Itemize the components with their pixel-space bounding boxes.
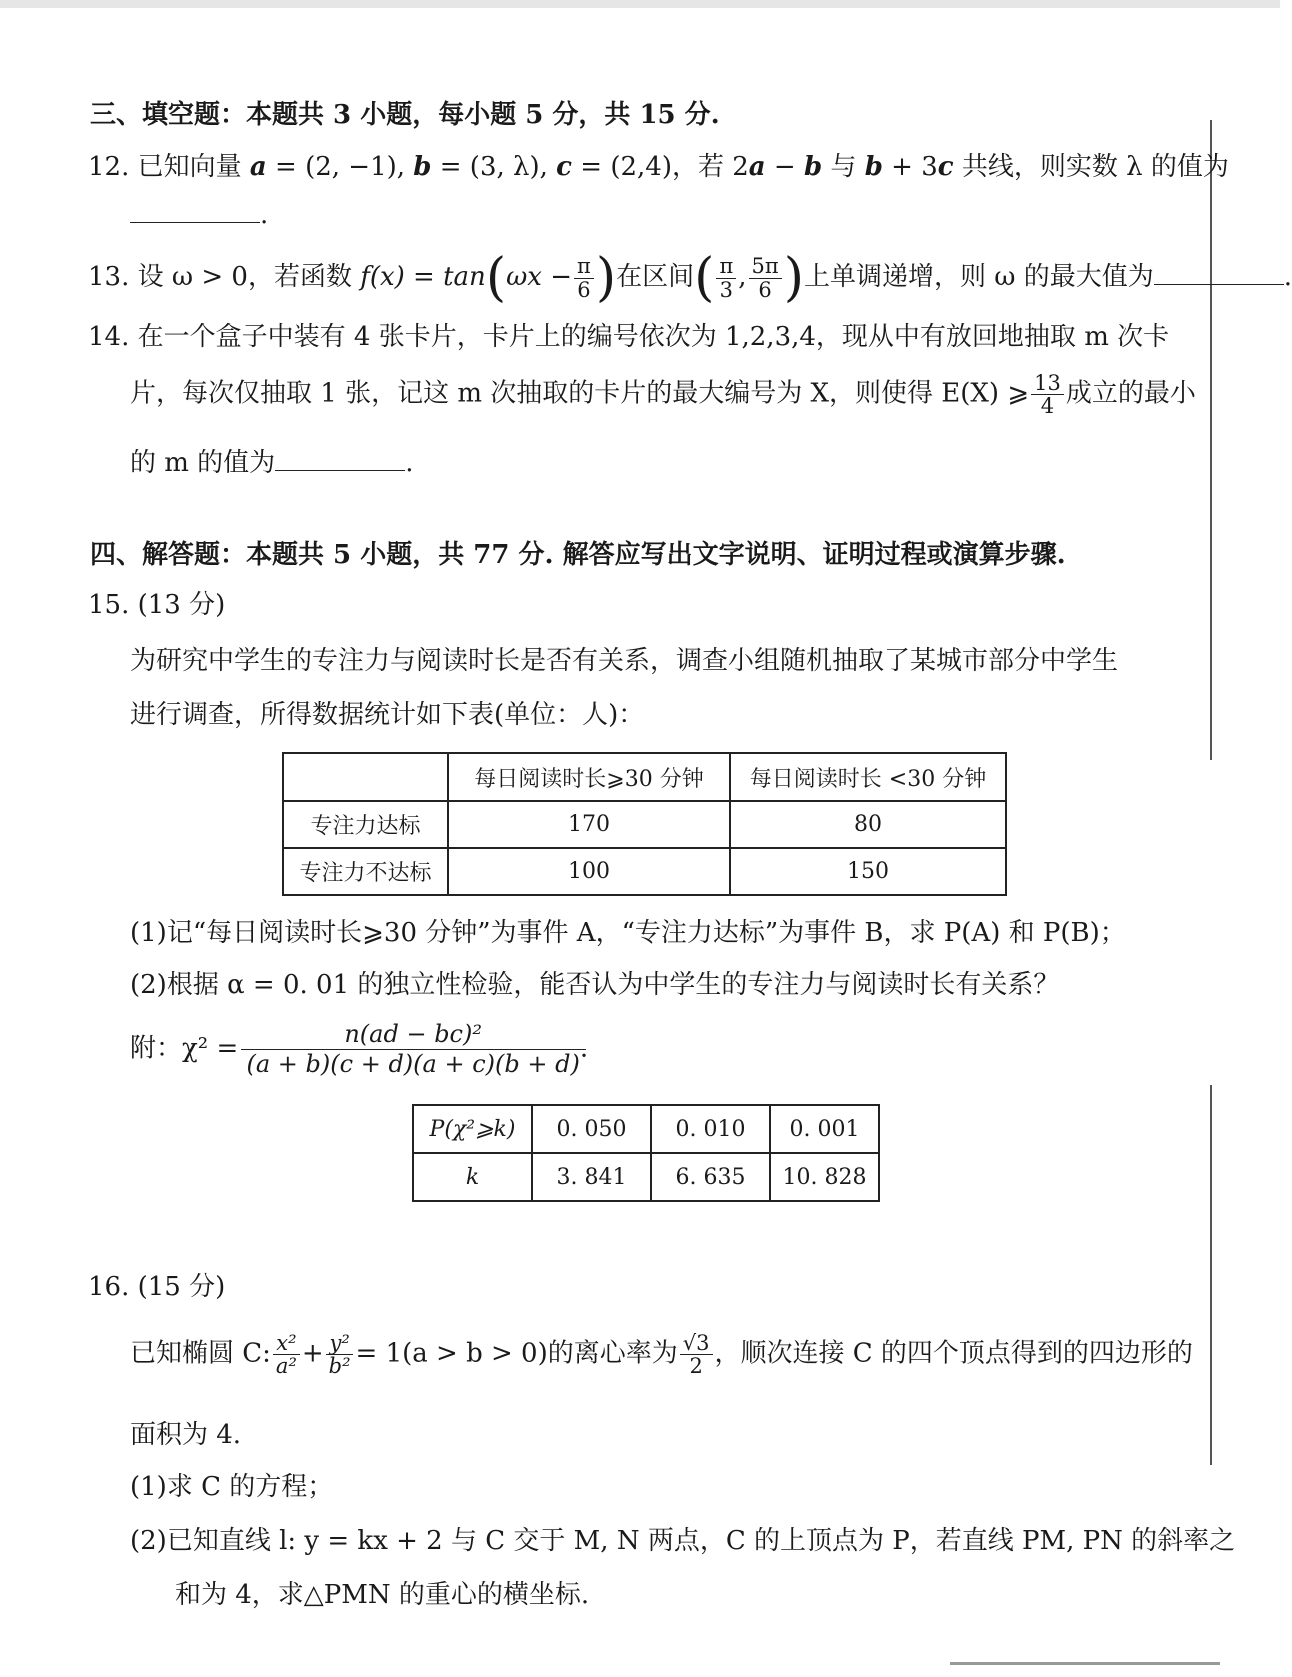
frac-y2-b2: $\frac{\text{y²}}{\text{b²}}$ (326, 1332, 354, 1377)
question-13: 13. 设 ω > 0，若函数 f(x) = tan(ωx − $\frac{\pi}{6}$ )在区间( $\frac{\pi}{3}$ , $\frac{5\pi}{6}$ )上单调递增，则 ω 的最大值为 . (88, 248, 1292, 308)
question-14-line1: 14. 在一个盒子中装有 4 张卡片，卡片上的编号依次为 1,2,3,4，现从中有放回地抽取 m 次卡 (88, 322, 1170, 352)
answer-blank-13[interactable] (1154, 264, 1284, 285)
frac-5pi-6: $\frac{5\pi}{6}$ (749, 255, 782, 300)
question-15-part1: (1)记“每日阅读时长⩾30 分钟”为事件 A，“专注力达标”为事件 B，求 P(A) 和 P(B)； (130, 918, 1126, 948)
table-header-cell (283, 753, 448, 801)
top-border (0, 0, 1280, 8)
table-row: 专注力不达标 100 150 (283, 848, 1006, 895)
question-15-part2: (2)根据 α = 0. 01 的独立性检验，能否认为中学生的专注力与阅读时长有关系？ (130, 970, 1060, 1000)
frac-pi-6: $\frac{\pi}{6}$ (574, 255, 594, 300)
page-edge-line (1210, 120, 1212, 760)
table-row: P(χ²⩾k) 0. 050 0. 010 0. 001 (413, 1105, 879, 1153)
question-14-line2: 片，每次仅抽取 1 张，记这 m 次抽取的卡片的最大编号为 X，则使得 E(X) ⩾ $\frac{13}{4}$ 成立的最小 (130, 371, 1196, 419)
frac-pi-3: $\frac{\pi}{3}$ (716, 255, 736, 300)
frac-x2-a2: $\frac{\text{x²}}{\text{a²}}$ (273, 1332, 300, 1377)
question-12: 12. 已知向量 a = (2, −1), b = (3, λ), c = (2,4)，若 2a − b 与 b + 3c 共线，则实数 λ 的值为 (88, 152, 1229, 182)
question-14-line3: 的 m 的值为 . (130, 448, 414, 478)
question-16-part2-line2: 和为 4，求△PMN 的重心的横坐标. (175, 1580, 590, 1610)
question-16-line1: 已知椭圆 C: $\frac{\text{x²}}{\text{a²}}$ + $\frac{\text{y²}}{\text{b²}}$ = 1(a > b > 0)的离心率为 $\frac{√3}{2}$ ，顺次连接 C 的四个顶点得到的四边形的 (130, 1331, 1193, 1379)
question-12-answer: . (130, 200, 268, 231)
frac-sqrt3-2: $\frac{√3}{2}$ (680, 1332, 713, 1377)
question-15-intro2: 进行调查，所得数据统计如下表(单位：人)： (130, 700, 645, 730)
table-row: 专注力达标 170 80 (283, 801, 1006, 848)
table-row: k 3. 841 6. 635 10. 828 (413, 1153, 879, 1201)
table-header-cell: 每日阅读时长⩾30 分钟 (448, 753, 730, 801)
question-16-part2-line1: (2)已知直线 l: y = kx + 2 与 C 交于 M, N 两点，C 的上顶点为 P，若直线 PM, PN 的斜率之 (130, 1526, 1236, 1556)
frac-13-4: $\frac{13}{4}$ (1031, 372, 1064, 417)
section4-heading: 四、解答题：本题共 5 小题，共 77 分. 解答应写出文字说明、证明过程或演算步骤. (90, 540, 1066, 570)
scan-artifact (950, 1662, 1220, 1665)
data-table (282, 752, 1007, 896)
question-16-number: 16. (15 分) (88, 1272, 226, 1302)
chi-square-formula: 附：χ² = $\frac{\text{n(ad − bc)²}}{(a + b)(c + d)(a + c)(b + d)}$ . (130, 1020, 589, 1078)
question-15-number: 15. (13 分) (88, 590, 226, 620)
answer-blank-14[interactable] (275, 450, 405, 471)
answer-blank-12[interactable] (130, 202, 260, 223)
table-header-cell: 每日阅读时长 <30 分钟 (730, 753, 1006, 801)
question-16-line2: 面积为 4. (130, 1420, 242, 1450)
question-16-part1: (1)求 C 的方程； (130, 1472, 334, 1502)
section3-heading: 三、填空题：本题共 3 小题，每小题 5 分，共 15 分. (90, 100, 720, 130)
chi-square-fraction: $\frac{\text{n(ad − bc)²}}{(a + b)(c + d)(a + c)(b + d)}$ (247, 1020, 580, 1079)
page-edge-line-lower (1210, 1085, 1212, 1465)
question-15-intro1: 为研究中学生的专注力与阅读时长是否有关系，调查小组随机抽取了某城市部分中学生 (130, 646, 1119, 676)
chi-square-table (412, 1104, 880, 1202)
